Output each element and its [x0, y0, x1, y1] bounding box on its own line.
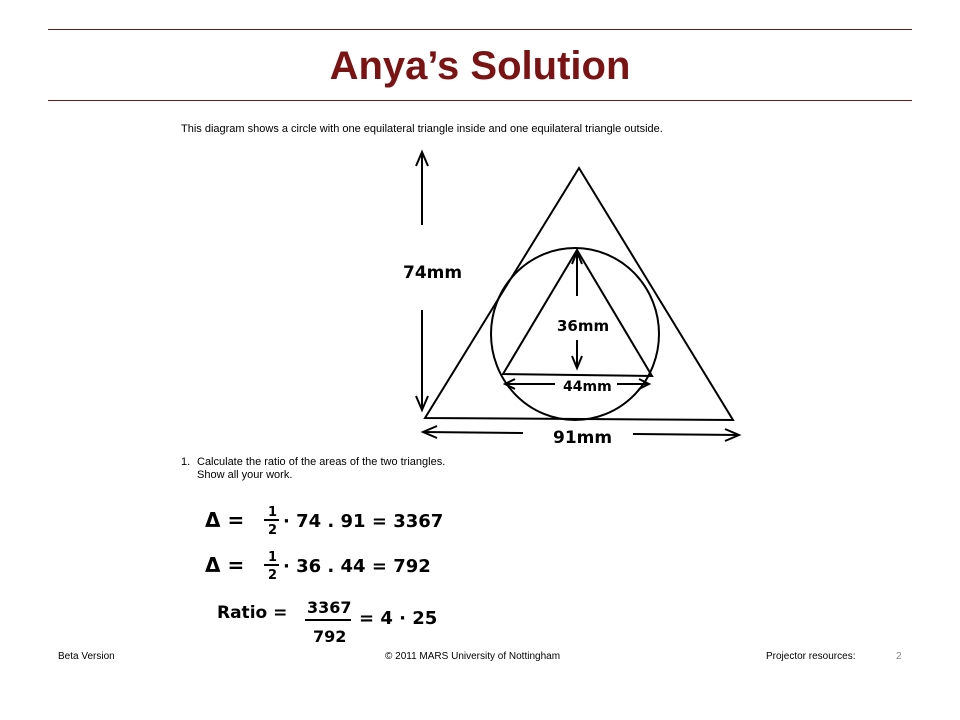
ratio-result: = 4 · 25: [359, 608, 438, 629]
inner-height-arrow: [572, 252, 582, 368]
question-1: [181, 456, 445, 482]
ratio-denominator: 792: [313, 627, 347, 646]
ratio-numerator: 3367: [307, 598, 352, 617]
work-line-2-half-num: 1: [268, 550, 278, 565]
top-rule: [48, 29, 912, 30]
footer-page-number: 2: [896, 651, 902, 662]
work-line-2-symbol: Δ =: [205, 553, 245, 577]
footer-copyright: © 2011 MARS University of Nottingham: [385, 651, 561, 662]
work-line-1-rest: · 74 . 91 = 3367: [283, 511, 444, 532]
work-line-1-half-den: 2: [268, 523, 278, 538]
work-line-2-rest: · 36 . 44 = 792: [283, 556, 431, 577]
work-line-1-half-num: 1: [268, 505, 278, 520]
title-underline: [48, 100, 912, 101]
intro-text: This diagram shows a circle with one equilateral triangle inside and one equilateral triangle outside.: [181, 123, 663, 135]
inner-height-label: 36mm: [557, 317, 610, 335]
triangle-circle-diagram: [395, 140, 755, 450]
work-line-1: [205, 505, 443, 538]
footer-version: Beta Version: [58, 651, 115, 662]
work-line-1-symbol: Δ =: [205, 508, 245, 532]
question-line-1: Calculate the ratio of the areas of the two triangles.: [197, 456, 446, 468]
work-ratio: [217, 598, 437, 646]
work-line-2: [205, 550, 431, 583]
work-line-2-half-den: 2: [268, 568, 278, 583]
handwritten-work: [195, 500, 475, 648]
question-number: 1.: [181, 456, 191, 468]
slide-title: Anya’s Solution: [329, 44, 631, 88]
question-line-2: Show all your work.: [197, 469, 293, 481]
outer-base-label: 91mm: [553, 428, 613, 448]
ratio-label: Ratio =: [217, 603, 288, 623]
inner-base-label: 44mm: [563, 379, 612, 395]
footer-projector-resources: Projector resources:: [766, 651, 856, 662]
outer-height-label: 74mm: [403, 263, 463, 283]
